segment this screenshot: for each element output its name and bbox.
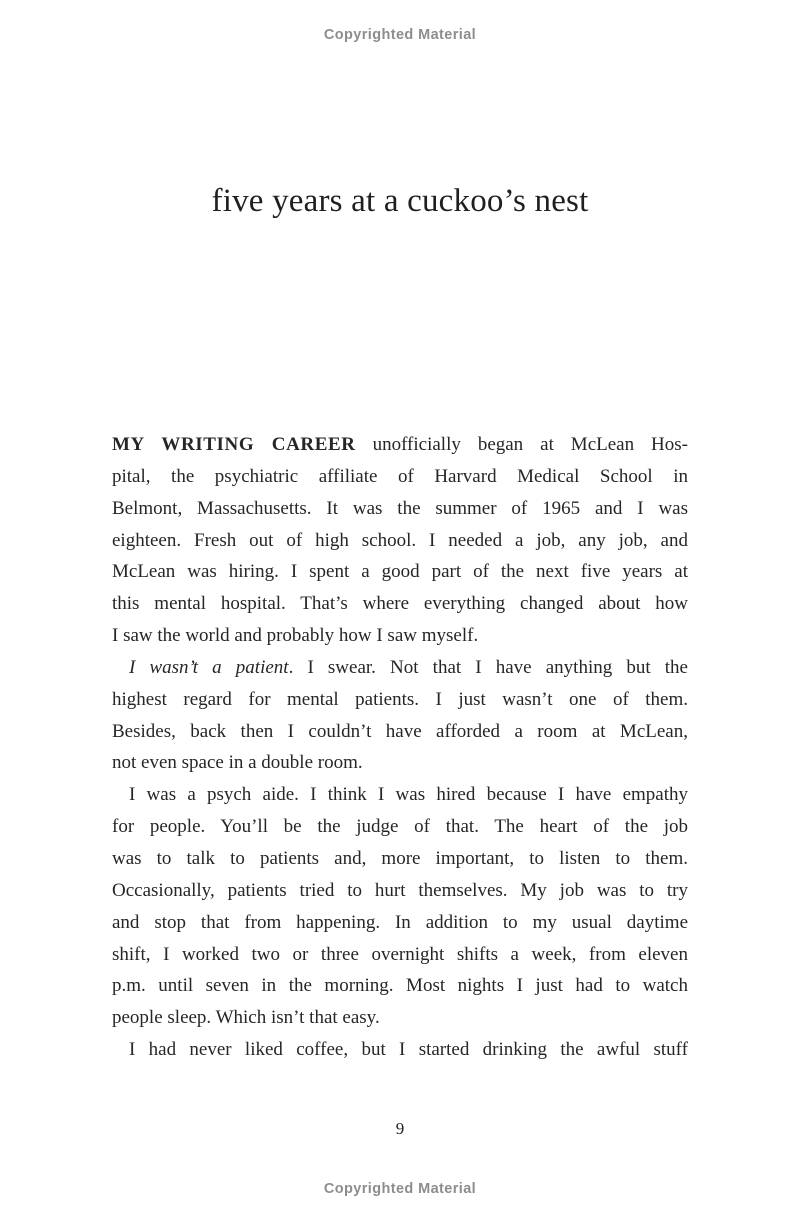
text-segment: pital, the psychiatric affiliate of Harvard Medical School in — [112, 465, 688, 487]
body-text — [112, 429, 688, 1066]
lead-in-bold: MY WRITING CAREER — [112, 434, 356, 455]
text-segment: this mental hospital. That’s where everything changed about how — [112, 593, 688, 615]
text-line — [112, 970, 688, 1002]
text-line — [112, 525, 688, 557]
text-line — [112, 811, 688, 843]
paragraph-3 — [112, 779, 688, 1034]
text-segment: for people. You’ll be the judge of that. The heart of the job — [112, 816, 688, 838]
text-line — [112, 875, 688, 907]
text-segment: was to talk to patients and, more important, to listen to them. — [112, 847, 688, 869]
text-line — [112, 652, 688, 684]
text-line — [112, 620, 688, 652]
text-line — [112, 1034, 688, 1066]
text-segment: highest regard for mental patients. I just wasn’t one of them. — [112, 688, 688, 710]
copyright-notice-top: Copyrighted Material — [323, 27, 477, 43]
text-line — [112, 1002, 688, 1034]
text-line — [112, 588, 688, 620]
text-line — [112, 493, 688, 525]
text-segment: eighteen. Fresh out of high school. I needed a job, any job, and — [112, 529, 688, 551]
text-segment: I saw the world and probably how I saw myself. — [112, 625, 479, 647]
text-segment: I was a psych aide. I think I was hired because I have empathy — [129, 784, 688, 806]
text-segment: Belmont, Massachusetts. It was the summer of 1965 and I was — [112, 497, 688, 519]
text-segment: I had never liked coffee, but I started drinking the awful stuff — [129, 1039, 688, 1061]
text-line — [112, 429, 688, 461]
copyright-notice-bottom: Copyrighted Material — [323, 1181, 477, 1197]
chapter-title: five years at a cuckoo’s nest — [211, 183, 589, 219]
text-segment: . I swear. Not that I have anything but the — [288, 656, 688, 678]
text-segment: not even space in a double room. — [112, 752, 363, 774]
text-segment: shift, I worked two or three overnight shifts a week, from eleven — [112, 943, 688, 965]
text-segment: Besides, back then I couldn’t have afforded a room at McLean, — [112, 720, 688, 742]
text-line — [112, 684, 688, 716]
text-segment: unofficially began at McLean Hos- — [355, 434, 688, 455]
text-segment: people sleep. Which isn’t that easy. — [112, 1007, 380, 1029]
text-segment: and stop that from happening. In addition to my usual daytime — [112, 911, 688, 933]
paragraph-1 — [112, 429, 688, 652]
text-segment: p.m. until seven in the morning. Most nights I just had to watch — [112, 975, 688, 997]
paragraph-2 — [112, 652, 688, 779]
paragraph-4 — [112, 1034, 688, 1066]
text-segment: Occasionally, patients tried to hurt themselves. My job was to try — [112, 879, 688, 901]
text-segment: McLean was hiring. I spent a good part of the next five years at — [112, 561, 688, 583]
text-line — [112, 779, 688, 811]
text-line — [112, 939, 688, 971]
text-line — [112, 907, 688, 939]
text-line — [112, 716, 688, 748]
text-line — [112, 843, 688, 875]
text-line — [112, 747, 688, 779]
text-line — [112, 556, 688, 588]
page-number: 9 — [395, 1119, 405, 1138]
emphasis-italic: I wasn’t a patient — [129, 656, 289, 678]
text-line — [112, 461, 688, 493]
